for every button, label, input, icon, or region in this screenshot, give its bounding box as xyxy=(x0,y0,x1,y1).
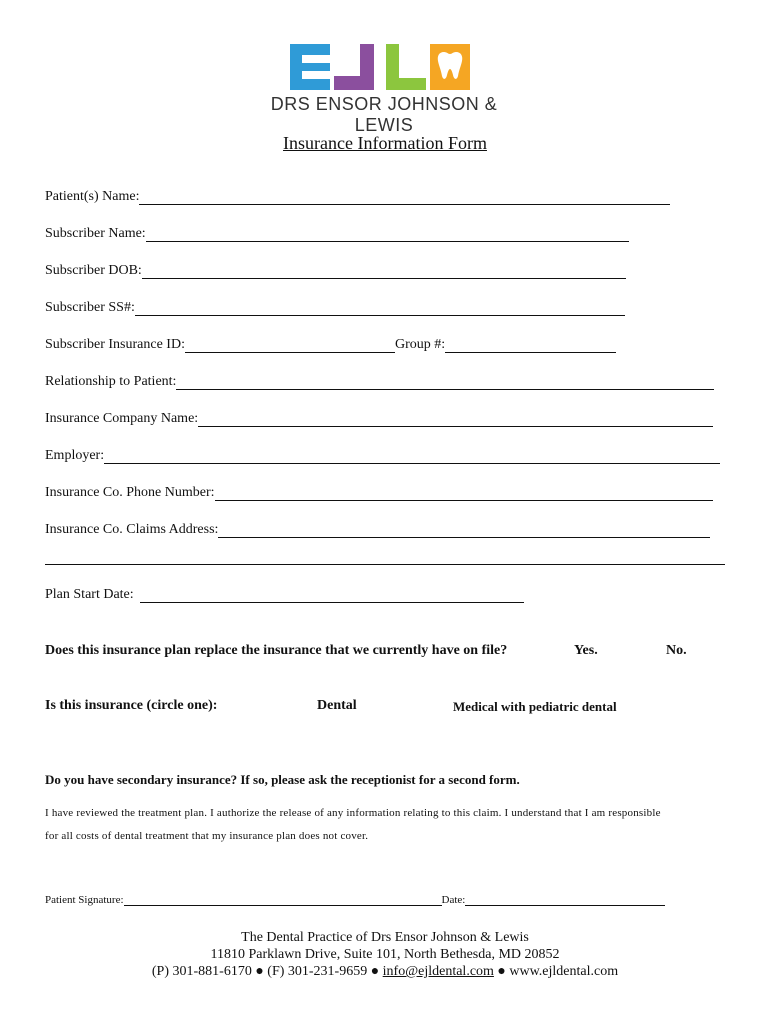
employer-label: Employer: xyxy=(45,448,105,463)
form-title: Insurance Information Form xyxy=(283,133,487,153)
footer-address: 11810 Parklawn Drive, Suite 101, North Bethesda, MD 20852 xyxy=(210,947,560,962)
replace-question: Does this insurance plan replace the insurance that we currently have on file? xyxy=(45,643,508,658)
patient-name-label: Patient(s) Name: xyxy=(45,189,140,204)
subscriber-dob-row xyxy=(45,263,626,279)
subscriber-dob-field[interactable] xyxy=(142,264,626,279)
subscriber-ss-label: Subscriber SS#: xyxy=(45,300,135,315)
logo-letter-l-tooth xyxy=(430,44,470,90)
relationship-label: Relationship to Patient: xyxy=(45,374,177,389)
insurance-id-field[interactable] xyxy=(185,338,395,353)
signature-field[interactable] xyxy=(124,894,442,906)
option-medical-pediatric[interactable]: Medical with pediatric dental xyxy=(453,699,617,714)
insurance-phone-field[interactable] xyxy=(215,486,713,501)
footer-email-link[interactable]: info@ejldental.com xyxy=(382,964,494,979)
footer-contact xyxy=(0,963,770,980)
secondary-insurance-note: Do you have secondary insurance? If so, please ask the receptionist for a second form. xyxy=(45,772,520,787)
logo-letter-l xyxy=(386,44,426,90)
insurance-phone-label: Insurance Co. Phone Number: xyxy=(45,485,215,500)
practice-logo xyxy=(248,44,520,135)
answer-yes[interactable]: Yes. xyxy=(574,643,598,658)
date-label: Date: xyxy=(441,894,466,906)
authorization-text-line-2: for all costs of dental treatment that my insurance plan does not cover. xyxy=(45,830,369,842)
plan-start-date-row xyxy=(45,587,524,603)
footer xyxy=(0,929,770,980)
signature-row xyxy=(45,894,665,906)
employer-field[interactable] xyxy=(104,449,720,464)
subscriber-name-label: Subscriber Name: xyxy=(45,226,146,241)
group-number-field[interactable] xyxy=(445,338,616,353)
patient-name-field[interactable] xyxy=(139,190,670,205)
logo-letter-j xyxy=(334,44,374,90)
subscriber-name-field[interactable] xyxy=(146,227,629,242)
logo-letter-e xyxy=(290,44,330,90)
date-field[interactable] xyxy=(465,894,665,906)
claims-address-label: Insurance Co. Claims Address: xyxy=(45,522,219,537)
insurance-id-label: Subscriber Insurance ID: xyxy=(45,337,185,352)
claims-address-field[interactable] xyxy=(218,523,710,538)
footer-website[interactable]: ● www.ejldental.com xyxy=(497,964,619,979)
employer-row xyxy=(45,448,720,464)
tooth-icon xyxy=(430,44,470,90)
footer-phone-fax: (P) 301-881-6170 ● (F) 301-231-9659 ● xyxy=(151,964,380,979)
option-dental[interactable]: Dental xyxy=(317,698,357,713)
practice-name: DRS ENSOR JOHNSON & LEWIS xyxy=(270,94,498,135)
insurance-company-label: Insurance Company Name: xyxy=(45,411,199,426)
answer-no[interactable]: No. xyxy=(666,643,687,658)
subscriber-ss-row xyxy=(45,300,625,316)
type-question: Is this insurance (circle one): xyxy=(45,698,218,713)
insurance-phone-row xyxy=(45,485,713,501)
plan-start-date-label: Plan Start Date: xyxy=(45,587,134,602)
claims-address-row xyxy=(45,522,710,538)
group-number-label: Group #: xyxy=(394,337,446,352)
signature-label: Patient Signature: xyxy=(45,894,124,906)
patient-name-row xyxy=(45,189,670,205)
plan-start-date-field[interactable] xyxy=(140,588,524,603)
relationship-row xyxy=(45,374,714,390)
subscriber-ss-field[interactable] xyxy=(135,301,625,316)
insurance-company-row xyxy=(45,411,713,427)
relationship-field[interactable] xyxy=(176,375,714,390)
insurance-id-row xyxy=(45,337,616,353)
insurance-company-field[interactable] xyxy=(198,412,713,427)
claims-address-line-2[interactable] xyxy=(45,564,725,565)
footer-practice: The Dental Practice of Drs Ensor Johnson & Lewis xyxy=(241,930,529,945)
subscriber-dob-label: Subscriber DOB: xyxy=(45,263,142,278)
subscriber-name-row xyxy=(45,226,629,242)
authorization-text-line-1: I have reviewed the treatment plan. I authorize the release of any information relating to this claim. I understand that I am responsible xyxy=(45,807,661,819)
